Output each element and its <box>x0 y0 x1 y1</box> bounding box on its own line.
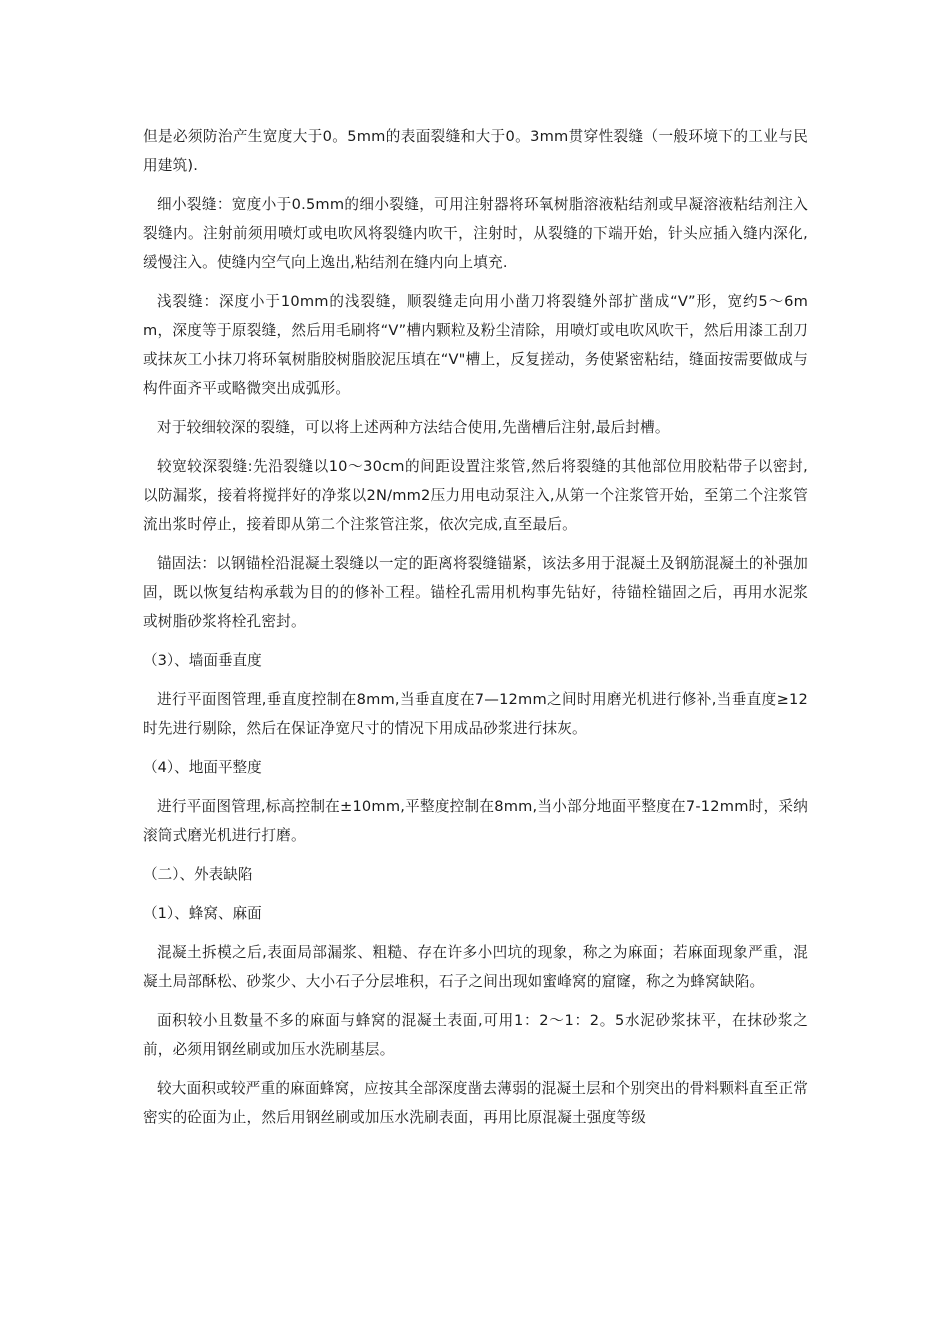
document-body <box>143 122 808 1142</box>
paragraph-wall-verticality: 进行平面图管理,垂直度控制在8mm,当垂直度在7—12mm之间时用磨光机进行修补,当垂直度≥12时先进行剔除，然后在保证净宽尺寸的情况下用成品砂浆进行抹灰。 <box>143 691 808 737</box>
heading-honeycomb-pitting: （1）、蜂窝、麻面 <box>143 905 262 922</box>
paragraph-fine-deep-cracks: 对于较细较深的裂缝，可以将上述两种方法结合使用,先凿槽后注射,最后封槽。 <box>157 419 670 436</box>
paragraph-honeycomb-definition: 混凝土拆模之后,表面局部漏浆、粗糙、存在许多小凹坑的现象，称之为麻面；若麻面现象严重，混凝土局部酥松、砂浆少、大小石子分层堆积，石子之间出现如蜜峰窝的窟窿，称之为蜂窝缺陷。 <box>143 944 808 990</box>
paragraph-anchoring-method: 锚固法：以钢锚栓沿混凝土裂缝以一定的距离将裂缝锚紧，该法多用于混凝土及钢筋混凝土的补强加固，既以恢复结构承载为目的的修补工程。锚栓孔需用机构事先钻好，待锚栓锚固之后，再用水泥浆或树脂砂浆将栓孔密封。 <box>143 555 808 630</box>
paragraph-small-area-repair: 面积较小且数量不多的麻面与蜂窝的混凝土表面,可用1：2～1：2。5水泥砂浆抹平，在抹砂浆之前，必须用钢丝刷或加压水洗刷基层。 <box>143 1012 808 1058</box>
paragraph-large-area-repair: 较大面积或较严重的麻面蜂窝，应按其全部深度凿去薄弱的混凝土层和个别突出的骨料颗料直至正常密实的砼面为止，然后用钢丝刷或加压水洗刷表面，再用比原混凝土强度等级 <box>143 1080 808 1126</box>
heading-surface-defects: （二）、外表缺陷 <box>143 866 253 883</box>
paragraph-shallow-cracks: 浅裂缝：深度小于10mm的浅裂缝，顺裂缝走向用小凿刀将裂缝外部扩凿成“V”形，宽约5～6mm，深度等于原裂缝，然后用毛刷将“V”槽内颗粒及粉尘清除，用喷灯或电吹风吹干，然后用漆工刮刀或抹灰工小抹刀将环氧树脂胶树脂胶泥压填在“V"槽上，反复搓动，务使紧密粘结，缝面按需要做成与构件面齐平或略微突出成弧形。 <box>143 293 808 397</box>
paragraph-crack-width-limit: 但是必须防治产生宽度大于0。5mm的表面裂缝和大于0。3mm贯穿性裂缝（一般环境下的工业与民用建筑). <box>143 128 808 174</box>
heading-wall-verticality: （3）、墙面垂直度 <box>143 652 262 669</box>
paragraph-fine-cracks: 细小裂缝：宽度小于0.5mm的细小裂缝，可用注射器将环氧树脂溶液粘结剂或早凝溶液粘结剂注入裂缝内。注射前须用喷灯或电吹风将裂缝内吹干，注射时，从裂缝的下端开始，针头应插入缝内深化,缓慢注入。使缝内空气向上逸出,粘结剂在缝内向上填充. <box>143 196 808 271</box>
paragraph-wide-deep-cracks: 较宽较深裂缝:先沿裂缝以10～30cm的间距设置注浆管,然后将裂缝的其他部位用胶粘带子以密封,以防漏浆，接着将搅拌好的净浆以2N/mm2压力用电动泵注入,从第一个注浆管开始，至第二个注浆管流出浆时停止，接着即从第二个注浆管注浆，依次完成,直至最后。 <box>143 458 808 533</box>
heading-floor-flatness: （4）、地面平整度 <box>143 759 262 776</box>
paragraph-floor-flatness: 进行平面图管理,标高控制在±10mm,平整度控制在8mm,当小部分地面平整度在7-12mm时，采纳滚筒式磨光机进行打磨。 <box>143 798 808 844</box>
